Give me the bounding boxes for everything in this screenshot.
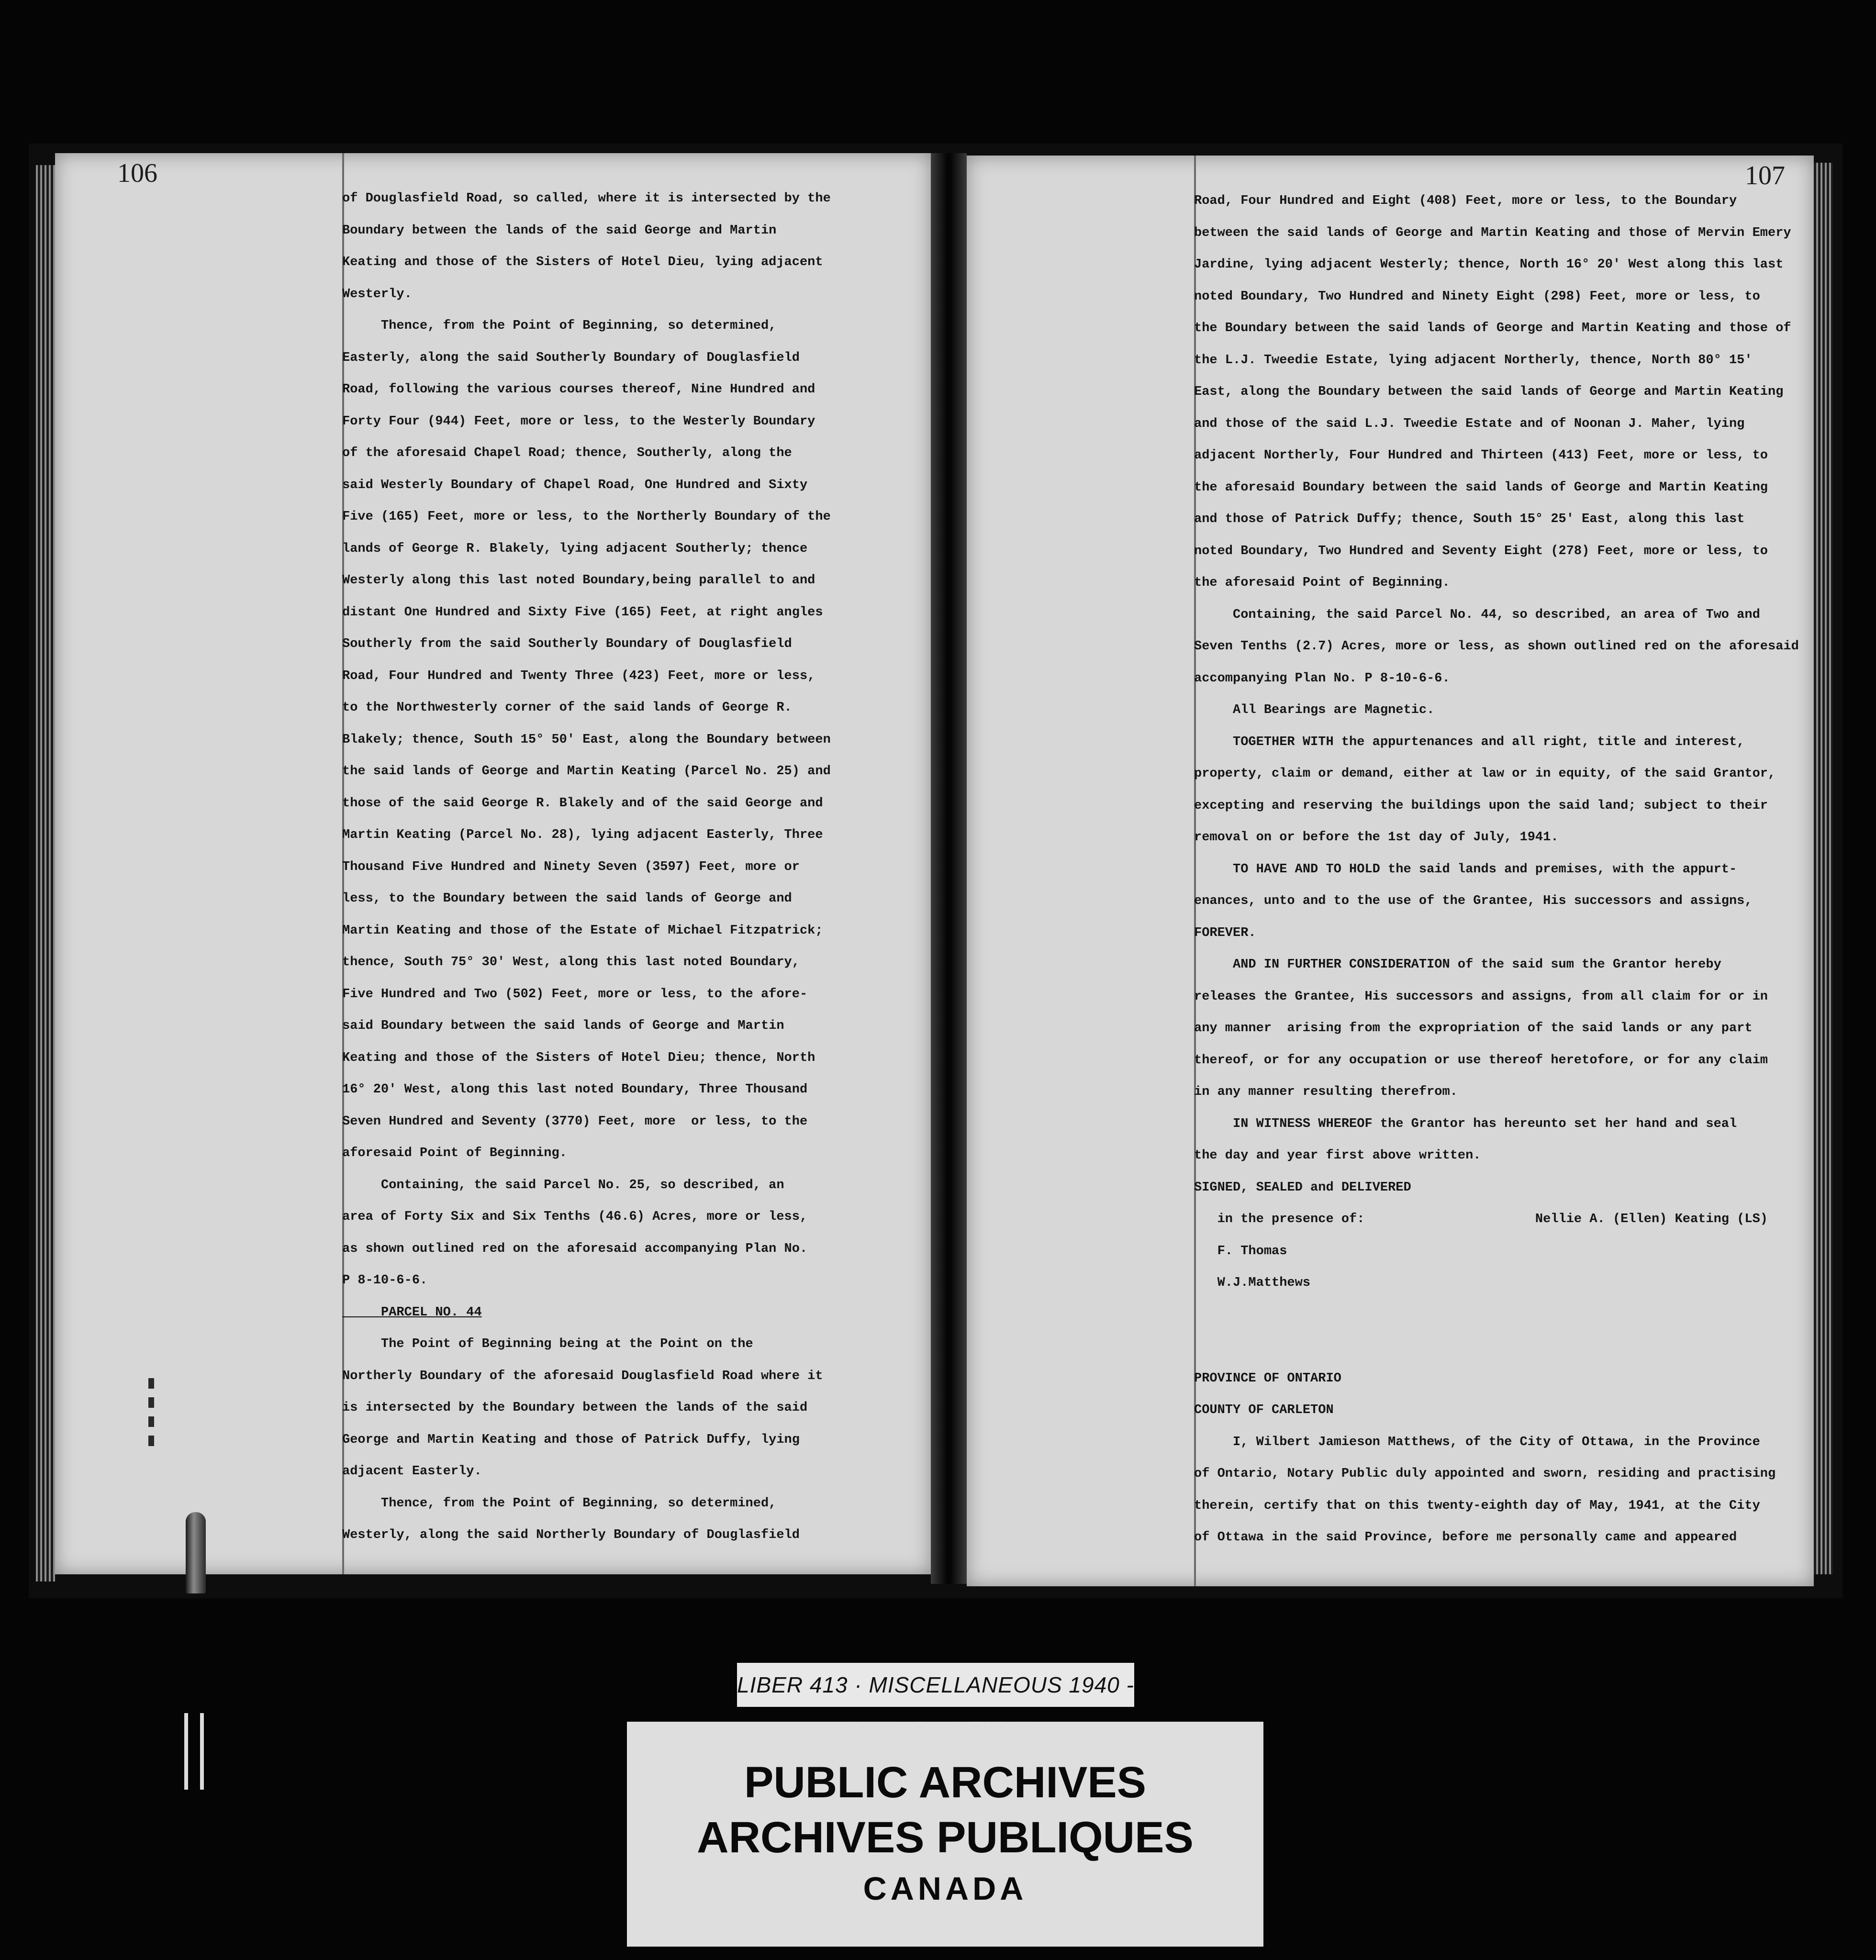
text-line: Northerly Boundary of the aforesaid Douglasfield Road where it — [342, 1369, 823, 1383]
text-line: FOREVER. — [1194, 925, 1256, 940]
archives-label-line: PUBLIC ARCHIVES — [744, 1758, 1146, 1807]
text-line: noted Boundary, Two Hundred and Seventy Eight (278) Feet, more or less, to — [1194, 544, 1768, 558]
right-page — [967, 156, 1814, 1586]
pencil-tip — [186, 1512, 206, 1593]
archives-label-line: CANADA — [863, 1871, 1027, 1907]
text-line: of Douglasfield Road, so called, where it is intersected by the — [342, 191, 831, 206]
text-line: lands of George R. Blakely, lying adjacent Southerly; thence — [342, 541, 808, 556]
text-line: Keating and those of the Sisters of Hotel Dieu, lying adjacent — [342, 255, 823, 269]
text-line: of Ontario, Notary Public duly appointed and sworn, residing and practising — [1194, 1467, 1776, 1481]
text-line: adjacent Northerly, Four Hundred and Thirteen (413) Feet, more or less, to — [1194, 448, 1768, 463]
text-line: PARCEL NO. 44 — [342, 1305, 482, 1320]
text-line: Road, following the various courses thereof, Nine Hundred and — [342, 382, 815, 397]
text-line — [1194, 1299, 1799, 1331]
text-line: accompanying Plan No. P 8-10-6-6. — [1194, 671, 1450, 686]
text-line: TOGETHER WITH the appurtenances and all right, title and interest, — [1194, 735, 1745, 749]
right-page-number: 107 — [1745, 161, 1785, 190]
text-line: and those of Patrick Duffy; thence, South 15° 25' East, along this last — [1194, 512, 1745, 526]
text-line: releases the Grantee, His successors and assigns, from all claim for or in — [1194, 989, 1768, 1004]
text-line: TO HAVE AND TO HOLD the said lands and premises, with the appurt- — [1194, 862, 1737, 877]
text-line: Five (165) Feet, more or less, to the Northerly Boundary of the — [342, 510, 831, 524]
text-line: Seven Hundred and Seventy (3770) Feet, more or less, to the — [342, 1114, 808, 1129]
text-line: of Ottawa in the said Province, before me personally came and appeared — [1194, 1530, 1737, 1545]
text-line: between the said lands of George and Martin Keating and those of Mervin Emery — [1194, 225, 1791, 240]
text-line: Westerly along this last noted Boundary,being parallel to and — [342, 573, 815, 588]
text-line: any manner arising from the expropriation of the said lands or any part — [1194, 1021, 1753, 1036]
margin-tick — [148, 1416, 154, 1427]
text-line: and those of the said L.J. Tweedie Estate and of Noonan J. Maher, lying — [1194, 416, 1745, 431]
right-page-edges — [1814, 163, 1833, 1574]
text-line: the L.J. Tweedie Estate, lying adjacent Northerly, thence, North 80° 15' — [1194, 353, 1753, 368]
text-line: Westerly. — [342, 287, 412, 301]
left-page-edges — [36, 165, 55, 1581]
text-line: adjacent Easterly. — [342, 1464, 482, 1479]
text-line: the said lands of George and Martin Keating (Parcel No. 25) and — [342, 764, 831, 779]
text-line: enances, unto and to the use of the Grantee, His successors and assigns, — [1194, 894, 1753, 908]
text-line: Keating and those of the Sisters of Hotel Dieu; thence, North — [342, 1050, 815, 1065]
text-line: Seven Tenths (2.7) Acres, more or less, as shown outlined red on the aforesaid — [1194, 639, 1799, 654]
text-line: East, along the Boundary between the said lands of George and Martin Keating — [1194, 385, 1784, 399]
text-line: SIGNED, SEALED and DELIVERED — [1194, 1180, 1411, 1195]
text-line: of the aforesaid Chapel Road; thence, Southerly, along the — [342, 446, 792, 460]
text-line: said Westerly Boundary of Chapel Road, One Hundred and Sixty — [342, 478, 808, 492]
text-line: All Bearings are Magnetic. — [1194, 703, 1435, 717]
left-page-number: 106 — [117, 158, 157, 188]
text-line: Forty Four (944) Feet, more or less, to the Westerly Boundary — [342, 414, 815, 429]
left-page — [55, 153, 931, 1574]
text-line: Road, Four Hundred and Eight (408) Feet, more or less, to the Boundary — [1194, 194, 1737, 208]
book-gutter — [931, 153, 967, 1584]
text-line: the aforesaid Point of Beginning. — [1194, 576, 1450, 590]
text-line: Containing, the said Parcel No. 25, so described, an — [342, 1178, 784, 1192]
text-line: Boundary between the lands of the said George and Martin — [342, 223, 777, 238]
text-line: IN WITNESS WHEREOF the Grantor has hereunto set her hand and seal — [1194, 1116, 1737, 1131]
text-line: in any manner resulting therefrom. — [1194, 1085, 1458, 1099]
margin-tick — [148, 1397, 154, 1408]
text-line: Martin Keating (Parcel No. 28), lying adjacent Easterly, Three — [342, 828, 823, 842]
text-line: less, to the Boundary between the said lands of George and — [342, 891, 792, 906]
film-mark — [200, 1713, 204, 1790]
text-line: The Point of Beginning being at the Point on the — [342, 1337, 753, 1351]
text-line: the day and year first above written. — [1194, 1148, 1481, 1163]
archives-label-line: ARCHIVES PUBLIQUES — [697, 1813, 1194, 1862]
text-line: George and Martin Keating and those of Patrick Duffy, lying — [342, 1432, 800, 1447]
text-line: property, claim or demand, either at law or in equity, of the said Grantor, — [1194, 767, 1776, 781]
text-line: the Boundary between the said lands of George and Martin Keating and those of — [1194, 321, 1791, 335]
text-line: Westerly, along the said Northerly Boundary of Douglasfield — [342, 1528, 800, 1542]
text-line: Easterly, along the said Southerly Boundary of Douglasfield — [342, 350, 800, 365]
text-line: Containing, the said Parcel No. 44, so described, an area of Two and — [1194, 607, 1760, 622]
margin-tick — [148, 1378, 154, 1389]
text-line: Five Hundred and Two (502) Feet, more or less, to the afore- — [342, 987, 808, 1002]
text-line: Jardine, lying adjacent Westerly; thence, North 16° 20' West along this last — [1194, 257, 1784, 272]
film-reel-label: LIBER 413 · MISCELLANEOUS 1940 - — [737, 1663, 1134, 1707]
text-line: W.J.Matthews — [1194, 1276, 1311, 1290]
text-line: therein, certify that on this twenty-eighth day of May, 1941, at the City — [1194, 1498, 1760, 1513]
text-line — [1194, 1331, 1799, 1363]
text-line: excepting and reserving the buildings upon the said land; subject to their — [1194, 798, 1768, 813]
text-line: said Boundary between the said lands of George and Martin — [342, 1019, 784, 1033]
text-line: 16° 20' West, along this last noted Boundary, Three Thousand — [342, 1082, 808, 1097]
text-line: Thence, from the Point of Beginning, so determined, — [342, 319, 777, 333]
text-line: F. Thomas — [1194, 1244, 1287, 1258]
text-line: AND IN FURTHER CONSIDERATION of the said sum the Grantor hereby — [1194, 958, 1721, 972]
text-line: PROVINCE OF ONTARIO — [1194, 1371, 1341, 1386]
text-line: Blakely; thence, South 15° 50' East, along the Boundary between — [342, 732, 831, 747]
text-line: in the presence of: Nellie A. (Ellen) Keating (LS) — [1194, 1212, 1768, 1226]
left-page-text — [342, 183, 831, 1551]
text-line: to the Northwesterly corner of the said lands of George R. — [342, 701, 792, 715]
text-line: COUNTY OF CARLETON — [1194, 1403, 1334, 1417]
text-line: area of Forty Six and Six Tenths (46.6) Acres, more or less, — [342, 1210, 808, 1224]
text-line: thence, South 75° 30' West, along this last noted Boundary, — [342, 955, 800, 969]
text-line: distant One Hundred and Sixty Five (165) Feet, at right angles — [342, 605, 823, 620]
text-line: those of the said George R. Blakely and of the said George and — [342, 796, 823, 811]
text-line: Southerly from the said Southerly Boundary of Douglasfield — [342, 637, 792, 651]
text-line: as shown outlined red on the aforesaid accompanying Plan No. — [342, 1241, 808, 1256]
text-line: Thence, from the Point of Beginning, so determined, — [342, 1496, 777, 1511]
text-line: removal on or before the 1st day of July, 1941. — [1194, 830, 1559, 845]
text-line: noted Boundary, Two Hundred and Ninety Eight (298) Feet, more or less, to — [1194, 289, 1760, 304]
text-line: Martin Keating and those of the Estate of Michael Fitzpatrick; — [342, 923, 823, 938]
right-page-text — [1194, 185, 1799, 1554]
text-line: is intersected by the Boundary between the lands of the said — [342, 1401, 808, 1415]
text-line: the aforesaid Boundary between the said lands of George and Martin Keating — [1194, 480, 1768, 495]
text-line: Thousand Five Hundred and Ninety Seven (3597) Feet, more or — [342, 859, 800, 874]
film-mark — [184, 1713, 188, 1790]
margin-tick — [148, 1436, 154, 1446]
text-line: Road, Four Hundred and Twenty Three (423) Feet, more or less, — [342, 668, 815, 683]
text-line: aforesaid Point of Beginning. — [342, 1146, 567, 1160]
text-line: P 8-10-6-6. — [342, 1273, 428, 1288]
text-line: I, Wilbert Jamieson Matthews, of the City of Ottawa, in the Province — [1194, 1435, 1760, 1449]
public-archives-card — [627, 1722, 1263, 1947]
text-line: thereof, or for any occupation or use thereof heretofore, or for any claim — [1194, 1053, 1768, 1068]
